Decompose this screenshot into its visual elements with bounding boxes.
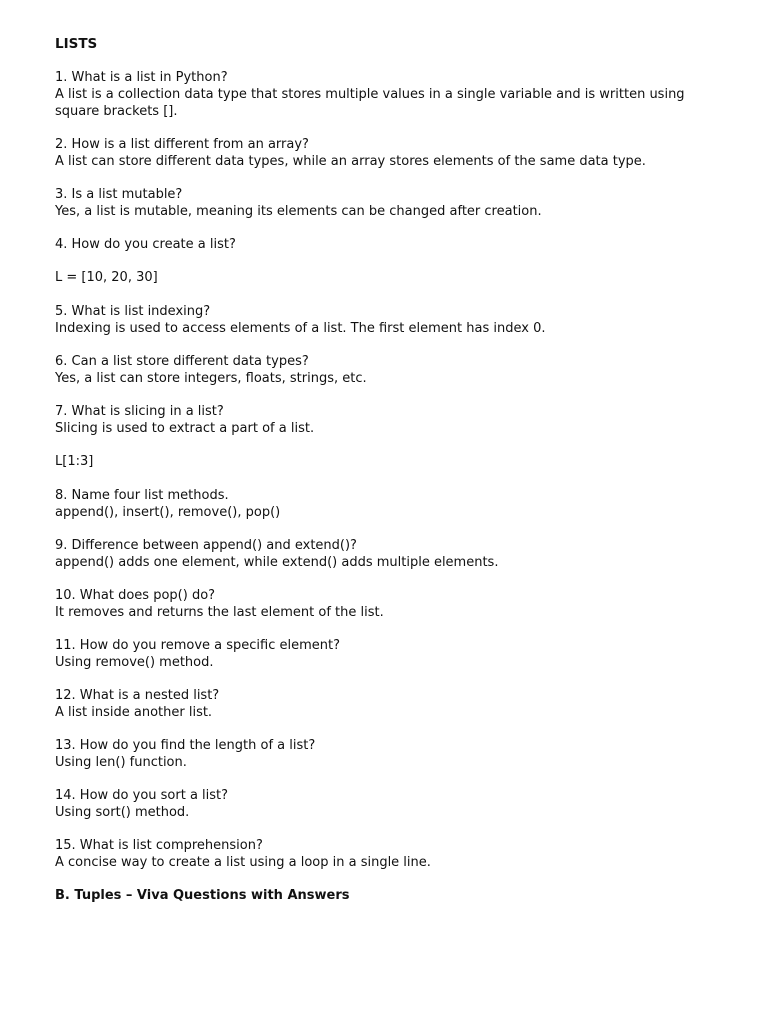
question: 12. What is a nested list?	[55, 688, 220, 703]
question: 10. What does pop() do?	[55, 588, 216, 603]
qa-item-3	[55, 186, 725, 220]
qa-item-5	[55, 303, 725, 337]
section-heading-lists: LISTS	[55, 36, 98, 52]
question: 9. Difference between append() and extend()?	[55, 538, 357, 553]
qa-item-13	[55, 737, 725, 771]
document-page	[55, 36, 725, 904]
question: 6. Can a list store different data types?	[55, 354, 309, 369]
answer: Yes, a list can store integers, floats, strings, etc.	[55, 371, 367, 386]
answer: Slicing is used to extract a part of a list.	[55, 421, 315, 436]
answer: A list inside another list.	[55, 705, 213, 720]
question: 5. What is list indexing?	[55, 304, 211, 319]
qa-item-9	[55, 537, 725, 571]
qa-item-7	[55, 403, 725, 437]
question: 11. How do you remove a specific element?	[55, 638, 341, 653]
answer: Indexing is used to access elements of a list. The first element has index 0.	[55, 321, 546, 336]
question: 13. How do you find the length of a list?	[55, 738, 316, 753]
answer: A concise way to create a list using a loop in a single line.	[55, 855, 431, 870]
answer: A list is a collection data type that stores multiple values in a single variable and is written using square brackets [].	[55, 87, 685, 119]
qa-item-8	[55, 487, 725, 521]
answer: Using len() function.	[55, 755, 187, 770]
section-heading-tuples: B. Tuples – Viva Questions with Answers	[55, 888, 350, 903]
code-example: L = [10, 20, 30]	[55, 270, 158, 285]
question: 2. How is a list different from an array?	[55, 137, 309, 152]
qa-item-15	[55, 837, 725, 871]
qa-item-14	[55, 787, 725, 821]
answer: Using sort() method.	[55, 805, 190, 820]
qa-item-1	[55, 69, 725, 120]
qa-item-2	[55, 136, 725, 170]
answer: A list can store different data types, while an array stores elements of the same data type.	[55, 154, 646, 169]
qa-item-6	[55, 353, 725, 387]
answer: It removes and returns the last element of the list.	[55, 605, 384, 620]
answer: Using remove() method.	[55, 655, 214, 670]
qa-item-12	[55, 687, 725, 721]
code-example: L[1:3]	[55, 454, 94, 469]
answer: Yes, a list is mutable, meaning its elements can be changed after creation.	[55, 204, 542, 219]
question: 3. Is a list mutable?	[55, 187, 183, 202]
question: 1. What is a list in Python?	[55, 70, 228, 85]
qa-item-10	[55, 587, 725, 621]
qa-item-11	[55, 637, 725, 671]
question: 14. How do you sort a list?	[55, 788, 229, 803]
question: 4. How do you create a list?	[55, 237, 236, 252]
answer: append(), insert(), remove(), pop()	[55, 505, 281, 520]
question: 15. What is list comprehension?	[55, 838, 263, 853]
answer: append() adds one element, while extend() adds multiple elements.	[55, 555, 499, 570]
qa-item-4	[55, 236, 725, 253]
question: 7. What is slicing in a list?	[55, 404, 224, 419]
question: 8. Name four list methods.	[55, 488, 229, 503]
